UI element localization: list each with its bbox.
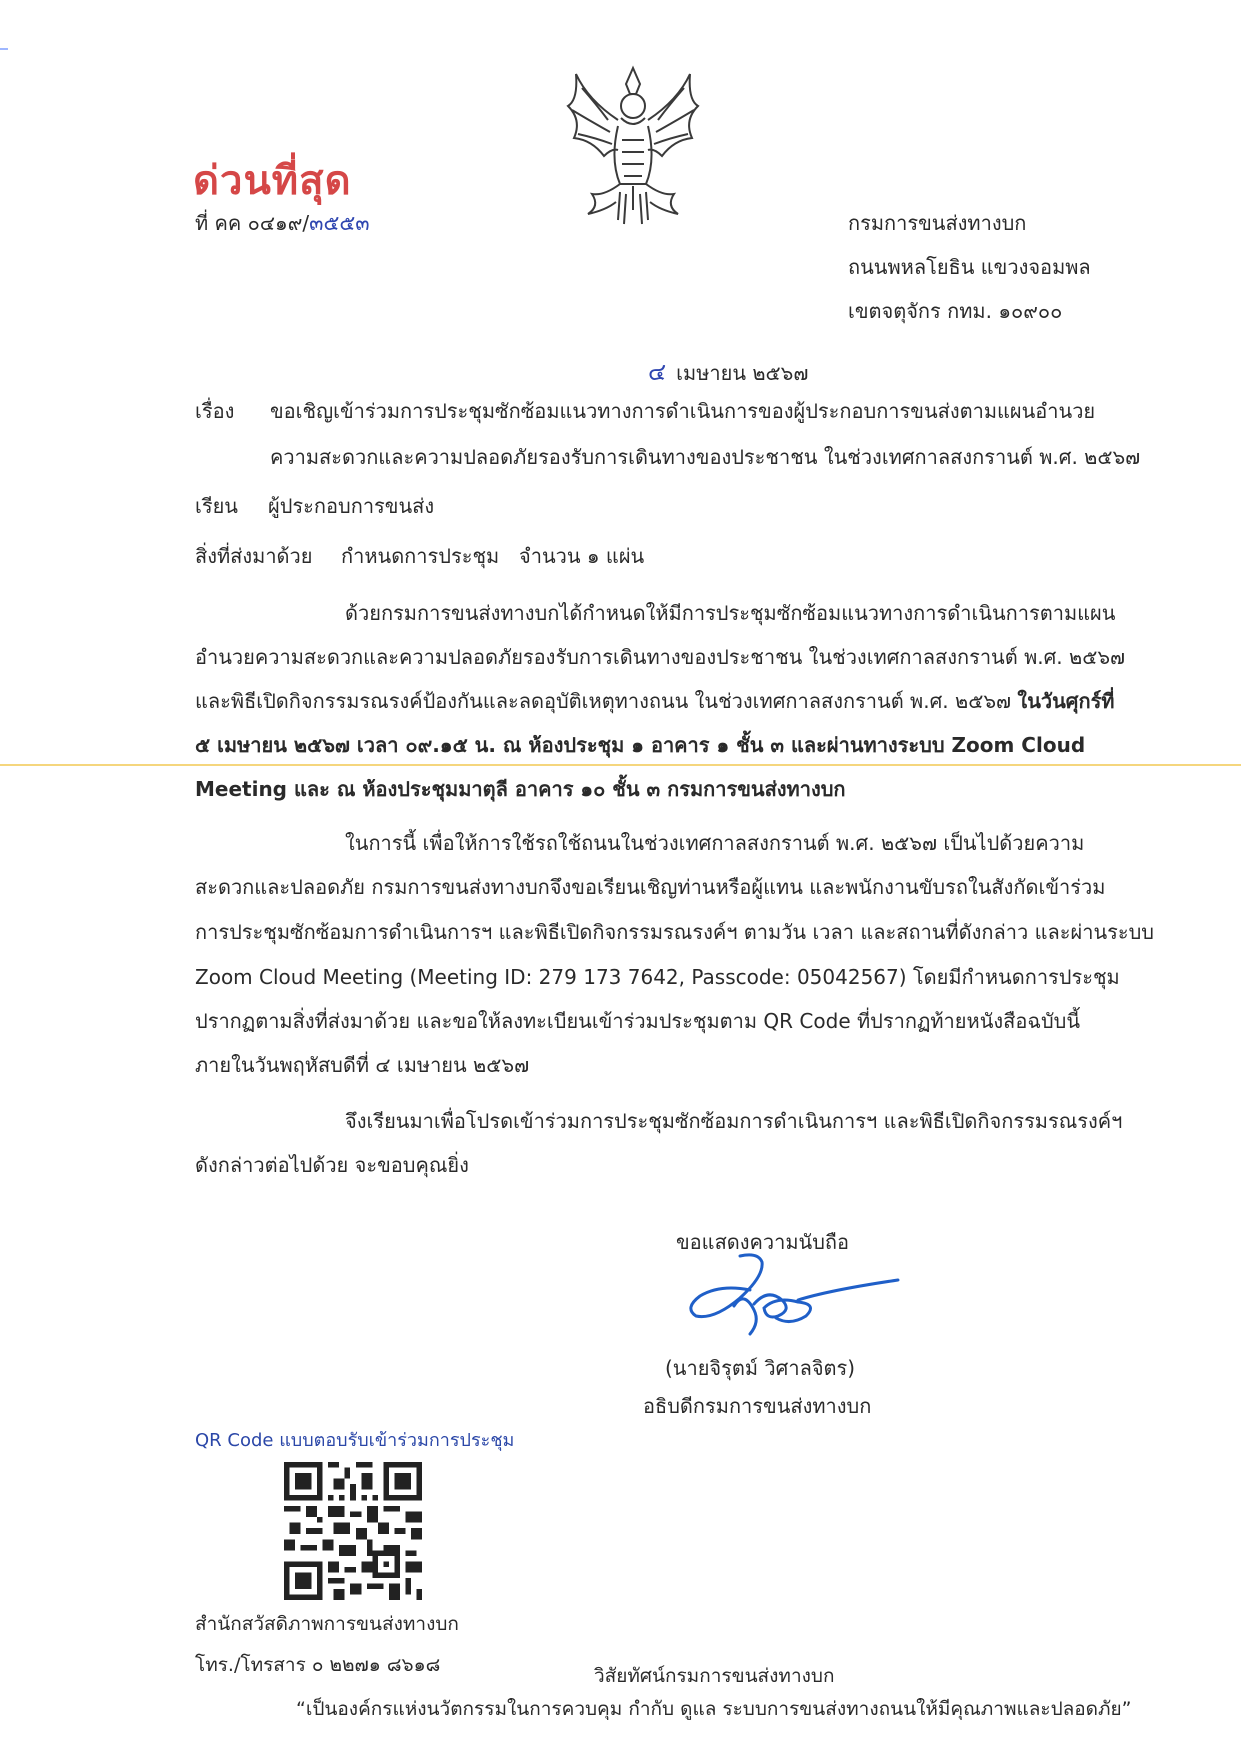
recipient-label: เรียน [195, 494, 238, 518]
vision-quote: “เป็นองค์กรแห่งนวัตกรรมในการควบคุม กำกับ ดูแล ระบบการขนส่งทางถนนให้มีคุณภาพและปลอดภัย” [296, 1698, 1132, 1720]
body-p1-line-4: ๕ เมษายน ๒๕๖๗ เวลา ๐๙.๑๕ น. ณ ห้องประชุม ๑ อาคาร ๑ ชั้น ๓ และผ่านทางระบบ Zoom Cloud [195, 733, 1086, 757]
enclosure-value: กำหนดการประชุม [341, 544, 500, 568]
body-p3-line-2: ดังกล่าวต่อไปด้วย จะขอบคุณยิ่ง [195, 1153, 469, 1177]
agency-address-line-2: ถนนพหลโยธิน แขวงจอมพล [848, 255, 1091, 279]
closing-salutation: ขอแสดงความนับถือ [676, 1230, 850, 1254]
footer-office: สำนักสวัสดิภาพการขนส่งทางบก [195, 1613, 459, 1635]
letter-date [648, 352, 808, 391]
recipient-value: ผู้ประกอบการขนส่ง [268, 494, 435, 518]
body-p1-line-5: Meeting และ ณ ห้องประชุมมาตุลี อาคาร ๑๐ ชั้น ๓ กรมการขนส่งทางบก [195, 777, 846, 801]
urgency-stamp: ด่วนที่สุด [193, 158, 352, 204]
subject-label: เรื่อง [195, 399, 235, 423]
body-p1-line-2: อำนวยความสะดวกและความปลอดภัยรองรับการเดินทางของประชาชน ในช่วงเทศกาลสงกรานต์ พ.ศ. ๒๕๖๗ [195, 645, 1126, 669]
date-month-year: เมษายน ๒๕๖๗ [676, 361, 809, 385]
body-p2-line-3: การประชุมซักซ้อมการดำเนินการฯ และพิธีเปิดกิจกรรมรณรงค์ฯ ตามวัน เวลา และสถานที่ดังกล่าว และผ่านระบบ [195, 920, 1154, 944]
subject-line-2: ความสะดวกและความปลอดภัยรองรับการเดินทางของประชาชน ในช่วงเทศกาลสงกรานต์ พ.ศ. ๒๕๖๗ [270, 445, 1141, 469]
signatory-position: อธิบดีกรมการขนส่งทางบก [643, 1394, 872, 1418]
agency-address-line-3: เขตจตุจักร กทม. ๑๐๙๐๐ [848, 299, 1063, 323]
vision-title: วิสัยทัศน์กรมการขนส่งทางบก [594, 1665, 835, 1687]
body-p1-line-3-bold: ในวันศุกร์ที่ [1017, 689, 1115, 713]
enclosure-count: จำนวน ๑ แผ่น [519, 544, 645, 568]
subject-line-1: ขอเชิญเข้าร่วมการประชุมซักซ้อมแนวทางการดำเนินการของผู้ประกอบการขนส่งตามแผนอำนวย [270, 399, 1096, 423]
signatory-name: (นายจิรุตม์ วิศาลจิตร) [665, 1356, 856, 1380]
qr-code-icon [284, 1462, 422, 1600]
body-p2-line-2: สะดวกและปลอดภัย กรมการขนส่งทางบกจึงขอเรียนเชิญท่านหรือผู้แทน และพนักงานขับรถในสังกัดเข้าร่วม [195, 875, 1106, 899]
enclosure-label: สิ่งที่ส่งมาด้วย [195, 544, 313, 568]
footer-phone: โทร./โทรสาร ๐ ๒๒๗๑ ๘๖๑๘ [195, 1654, 441, 1676]
body-p1-line-3 [195, 685, 1115, 717]
agency-address-line-1: กรมการขนส่งทางบก [848, 211, 1027, 235]
reference-number [195, 207, 370, 240]
qr-title: QR Code แบบตอบรับเข้าร่วมการประชุม [195, 1430, 515, 1451]
handwritten-signature [680, 1250, 900, 1342]
garuda-emblem-icon [548, 60, 718, 232]
body-p1-line-1: ด้วยกรมการขนส่งทางบกได้กำหนดให้มีการประชุมซักซ้อมแนวทางการดำเนินการตามแผน [345, 601, 1116, 625]
date-day-handwritten: ๔ [648, 358, 667, 386]
body-p2-line-5: ปรากฏตามสิ่งที่ส่งมาด้วย และขอให้ลงทะเบียนเข้าร่วมประชุมตาม QR Code ที่ปรากฏท้ายหนังสือฉบับนี้ [195, 1009, 1081, 1033]
body-p3-line-1: จึงเรียนมาเพื่อโปรดเข้าร่วมการประชุมซักซ้อมการดำเนินการฯ และพิธีเปิดกิจกรรมรณรงค์ฯ [345, 1109, 1123, 1133]
scan-edge-mark [0, 48, 8, 50]
body-p2-line-4: Zoom Cloud Meeting (Meeting ID: 279 173 7642, Passcode: 05042567) โดยมีกำหนดการประชุม [195, 965, 1120, 989]
scan-highlight-line [0, 764, 1241, 766]
reference-handwritten-number: ๓๕๕๓ [309, 211, 370, 235]
reference-prefix: ที่ คค ๐๔๑๙/ [195, 211, 310, 235]
body-p2-line-6: ภายในวันพฤหัสบดีที่ ๔ เมษายน ๒๕๖๗ [195, 1053, 530, 1077]
body-p1-line-3-text: และพิธีเปิดกิจกรรมรณรงค์ป้องกันและลดอุบัติเหตุทางถนน ในช่วงเทศกาลสงกรานต์ พ.ศ. ๒๕๖๗ [195, 689, 1018, 713]
body-p2-line-1: ในการนี้ เพื่อให้การใช้รถใช้ถนนในช่วงเทศกาลสงกรานต์ พ.ศ. ๒๕๖๗ เป็นไปด้วยความ [345, 831, 1085, 855]
